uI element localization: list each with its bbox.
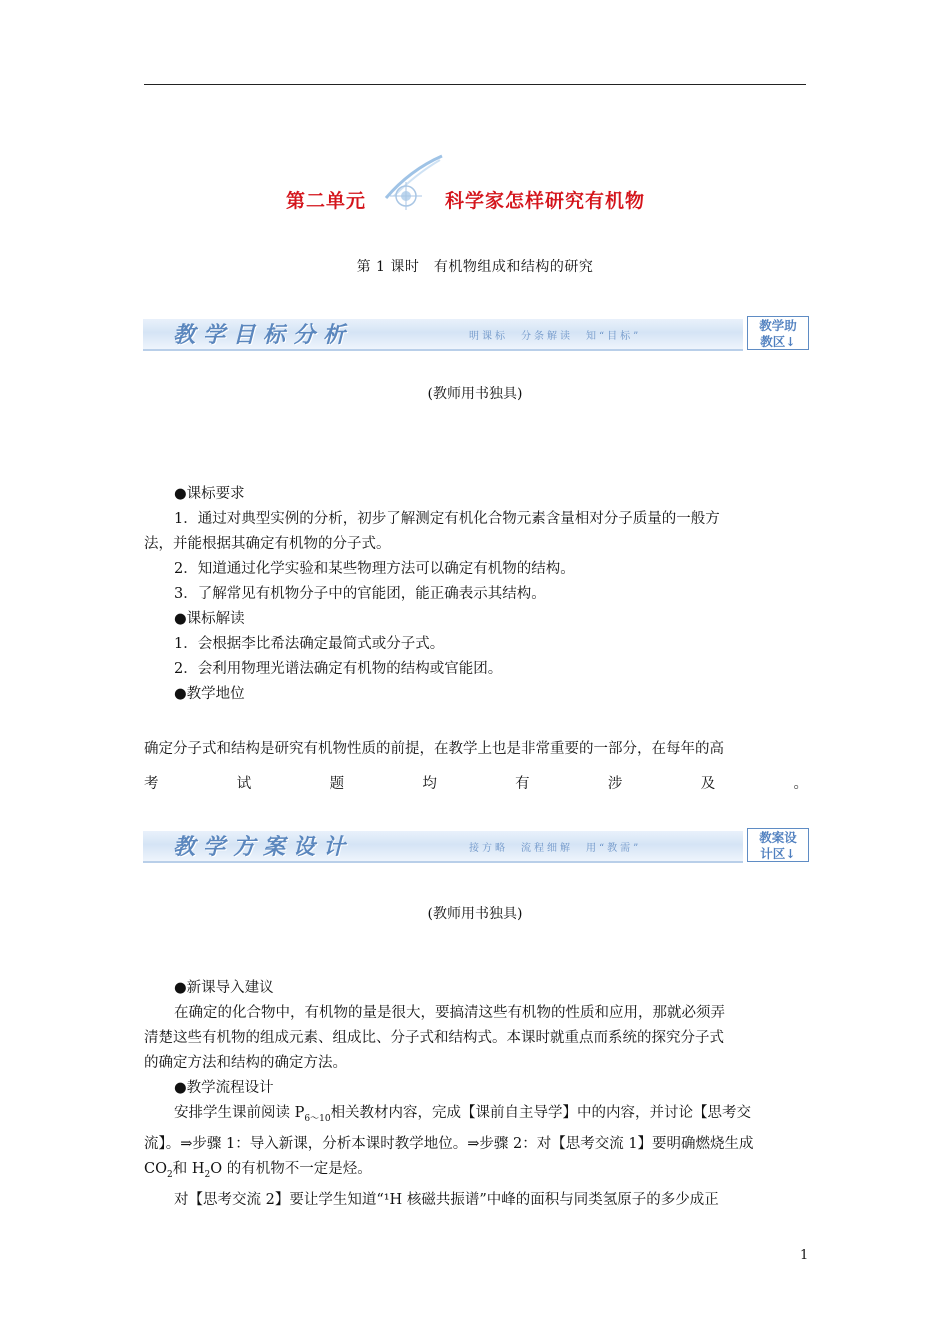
paragraph-line-spaced [144, 767, 808, 802]
paragraph-line [144, 1101, 808, 1132]
header-rule [144, 84, 806, 85]
banner-tag-line2: 计区↓ [760, 846, 796, 861]
target-emblem-icon [380, 152, 444, 212]
banner-tag [747, 828, 809, 862]
text-run: 和 H [172, 1160, 205, 1177]
text-run: CO [144, 1160, 167, 1177]
lesson-intro [144, 976, 808, 1213]
text-run: 安排学生课前阅读 P [174, 1105, 305, 1121]
teacher-note: (教师用书独具) [427, 906, 523, 922]
paragraph-line: 清楚这些有机物的组成元素、组成比、分子式和结构式。本课时就重点而系统的探究分子式 [144, 1030, 724, 1046]
curriculum-requirements [144, 482, 808, 707]
section-heading: ●课标解读 [174, 611, 245, 627]
subscript: 2 [204, 1169, 211, 1180]
word: 。 [793, 776, 808, 792]
paragraph-line: 流】。⇒步骤 1：导入新课，分析本课时教学地位。⇒步骤 2：对【思考交流 1】要明确燃烧生成 [144, 1135, 754, 1152]
word: 题 [329, 776, 345, 792]
list-item: 3．了解常见有机物分子中的官能团，能正确表示其结构。 [174, 586, 546, 602]
paragraph-line: 对【思考交流 2】要让学生知道“¹H 核磁共振谱”中峰的面积与同类氢原子的多少成正 [174, 1191, 719, 1208]
unit-title [0, 186, 950, 216]
page-number: 1 [800, 1248, 809, 1263]
paragraph-line: 在确定的化合物中，有机物的量是很大，要搞清这些有机物的性质和应用，那就必须弄 [174, 1005, 725, 1021]
list-item: 1．会根据李比希法确定最简式或分子式。 [174, 636, 445, 652]
paragraph-line [144, 1157, 808, 1188]
list-item: 法，并能根据其确定有机物的分子式。 [144, 536, 391, 552]
banner-tag-line1: 教学助 [759, 318, 797, 333]
unit-name: 科学家怎样研究有机物 [445, 190, 646, 212]
section-heading: ●教学流程设计 [174, 1080, 274, 1096]
word: 有 [515, 776, 530, 792]
list-item: 2．会利用物理光谱法确定有机物的结构或官能团。 [174, 661, 503, 677]
banner-subtitle: 接方略 流程细解 用“教需” [469, 843, 642, 854]
word: 涉 [607, 776, 623, 792]
word: 及 [700, 776, 716, 792]
banner-tag-line2: 教区↓ [760, 334, 796, 349]
section-heading: ●课标要求 [174, 486, 245, 502]
section-heading: ●教学地位 [174, 686, 245, 702]
lesson-title: 第 1 课时 有机物组成和结构的研究 [356, 259, 594, 275]
banner-tag [747, 316, 809, 350]
text-run: O 的有机物不一定是烃。 [210, 1160, 372, 1177]
teaching-position [144, 732, 808, 802]
section-heading: ●新课导入建议 [174, 980, 274, 996]
list-item: 1．通过对典型实例的分析，初步了解测定有机化合物元素含量相对分子质量的一般方 [174, 511, 720, 527]
banner-title: 教学方案设计 [173, 834, 354, 860]
subscript: 6～10 [304, 1113, 331, 1124]
banner-tag-line1: 教案设 [759, 830, 797, 845]
text-run: 相关教材内容，完成【课前自主导学】中的内容，并讨论【思考交 [330, 1105, 752, 1121]
banner-title: 教学目标分析 [173, 322, 354, 348]
banner-teaching-plan [143, 828, 813, 868]
banner-teaching-goals [143, 316, 813, 356]
list-item: 2．知道通过化学实验和某些物理方法可以确定有机物的结构。 [174, 561, 575, 577]
paragraph-line: 确定分子式和结构是研究有机物性质的前提，在教学上也是非常重要的一部分，在每年的高 [144, 741, 724, 757]
paragraph-line: 的确定方法和结构的确定方法。 [144, 1055, 347, 1071]
subscript: 2 [166, 1169, 173, 1180]
unit-number: 第二单元 [286, 190, 367, 212]
word: 试 [236, 776, 252, 792]
teacher-note: (教师用书独具) [427, 386, 523, 402]
word: 均 [422, 776, 437, 792]
word: 考 [144, 776, 159, 792]
banner-subtitle: 明课标 分条解读 知“目标” [469, 331, 642, 342]
